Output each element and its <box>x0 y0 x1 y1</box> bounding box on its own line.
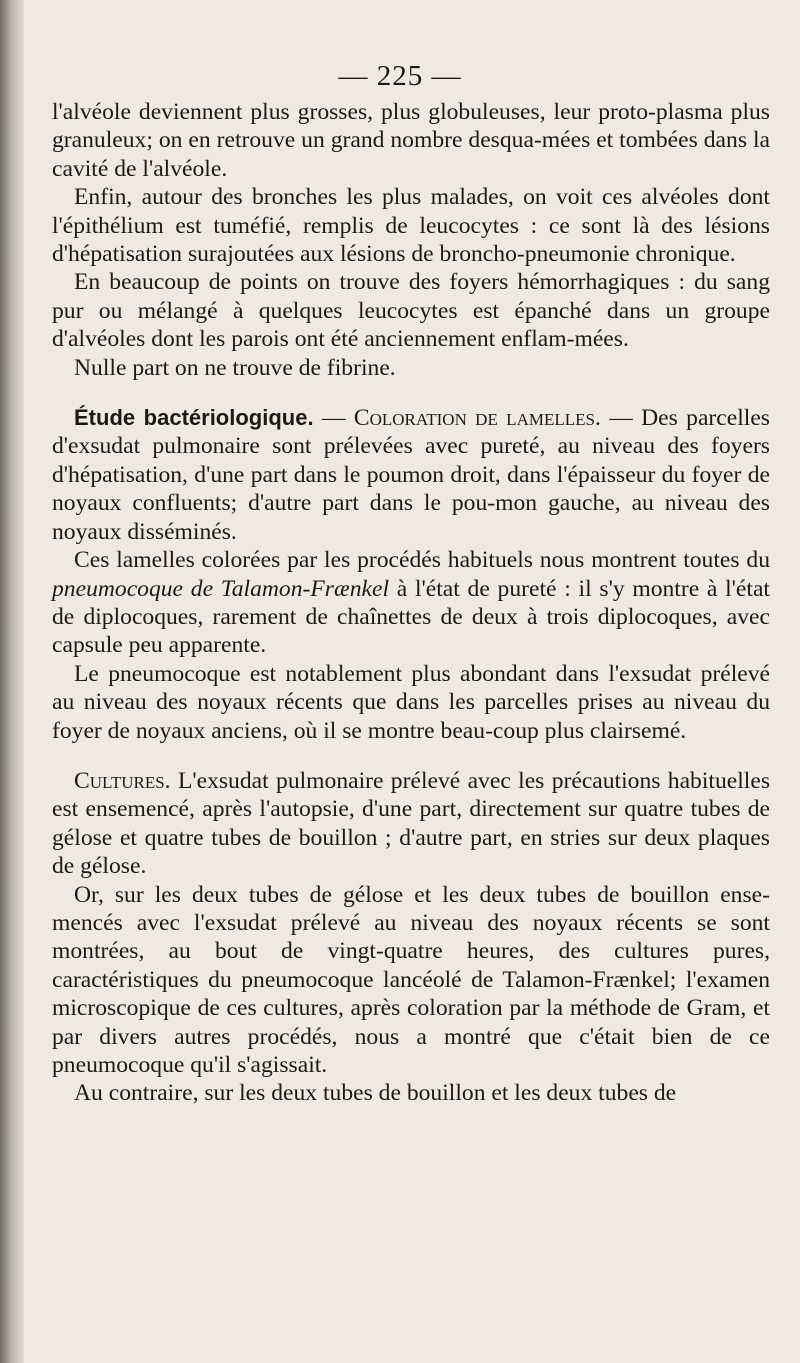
paragraph-5-text: Des parcelles d'exsudat pulmonaire sont prélevées avec pureté, au niveau des foyers d'hépatisation, d'une part dans le poumon droit, dans l'épaisseur du foyer de noyaux confluents; d'autre part dans le pou-mon gauche, au niveau des noyaux disséminés. <box>52 405 770 545</box>
page-number: — 225 — <box>338 60 462 92</box>
paragraph-cultures <box>52 767 770 881</box>
paragraph-7: Le pneumocoque est notablement plus abondant dans l'exsudat prélevé au niveau des noyaux récents que dans les parcelles prises au niveau du foyer de noyaux anciens, où il se montre beau-coup plus clairsemé. <box>52 660 770 744</box>
paragraph-3: En beaucoup de points on trouve des foyers hémorrhagiques : du sang pur ou mélangé à quelques leucocytes est épanché dans un groupe d'alvéoles dont les parois ont été anciennement enflam-mées. <box>52 269 770 353</box>
paragraph-9: Or, sur les deux tubes de gélose et les deux tubes de bouillon ense-mencés avec l'exsudat prélevé au niveau des noyaux récents se sont montrées, au bout de vingt-quatre heures, des cultures pures, caractéristiques du pneumocoque lancéolé de Talamon-Frænkel; l'examen microscopique de ces cultures, après coloration par la méthode de Gram, et par divers autres procédés, nous a montré que c'était bien de ce pneumocoque qu'il s'agissait. <box>52 881 770 1078</box>
paragraph-8-text: L'exsudat pulmonaire prélevé avec les précautions habituelles est ensemencé, après l'autopsie, d'une part, directement sur quatre tubes de gélose et quatre tubes de bouillon ; d'autre part, en stries sur deux plaques de gélose. <box>52 767 770 880</box>
body-text <box>52 98 770 1108</box>
paragraph-1: l'alvéole deviennent plus grosses, plus globuleuses, leur proto-plasma plus granuleux; on en retrouve un grand nombre desqua-mées et tombées dans la cavité de l'alvéole. <box>52 99 770 182</box>
paragraph-4: Nulle part on ne trouve de fibrine. <box>74 354 396 381</box>
paragraph-6-italic: pneumocoque de Talamon-Frænkel <box>52 575 389 602</box>
paragraph-6-before: Ces lamelles colorées par les procédés habituels nous montrent toutes du <box>74 547 770 574</box>
paragraph-6-after: à l'état de pureté : il s'y montre à l'état de diplocoques, rarement de chaînettes de deux à trois diplocoques, avec capsule peu apparente. <box>52 575 770 659</box>
subheading-coloration: Coloration de lamelles. <box>353 405 601 432</box>
paragraph-2: Enfin, autour des bronches les plus malades, on voit ces alvéoles dont l'épithélium est tuméfié, remplis de leucocytes : ce sont là des lésions d'hépatisation surajoutées aux lésions de broncho-pneumonie chronique. <box>52 184 770 268</box>
paragraph-6 <box>52 546 770 660</box>
paragraph-10: Au contraire, sur les deux tubes de bouillon et les deux tubes de <box>74 1080 677 1107</box>
section-heading-bacteriology: Étude bactériologique. <box>74 405 314 431</box>
section-heading-cultures: Cultures. <box>74 767 171 794</box>
paragraph-bacteriology: Étude bactériologique. — Coloration de lamelles. — Des parcelles d'exsudat pulmonaire sont prélevées avec pureté, au niveau des foyers d'hépatisation, d'une part dans le poumon droit, dans l'épaisseur du foyer de noyaux confluents; d'autre part dans le pou-mon gauche, au niveau des noyaux disséminés. <box>52 405 770 545</box>
